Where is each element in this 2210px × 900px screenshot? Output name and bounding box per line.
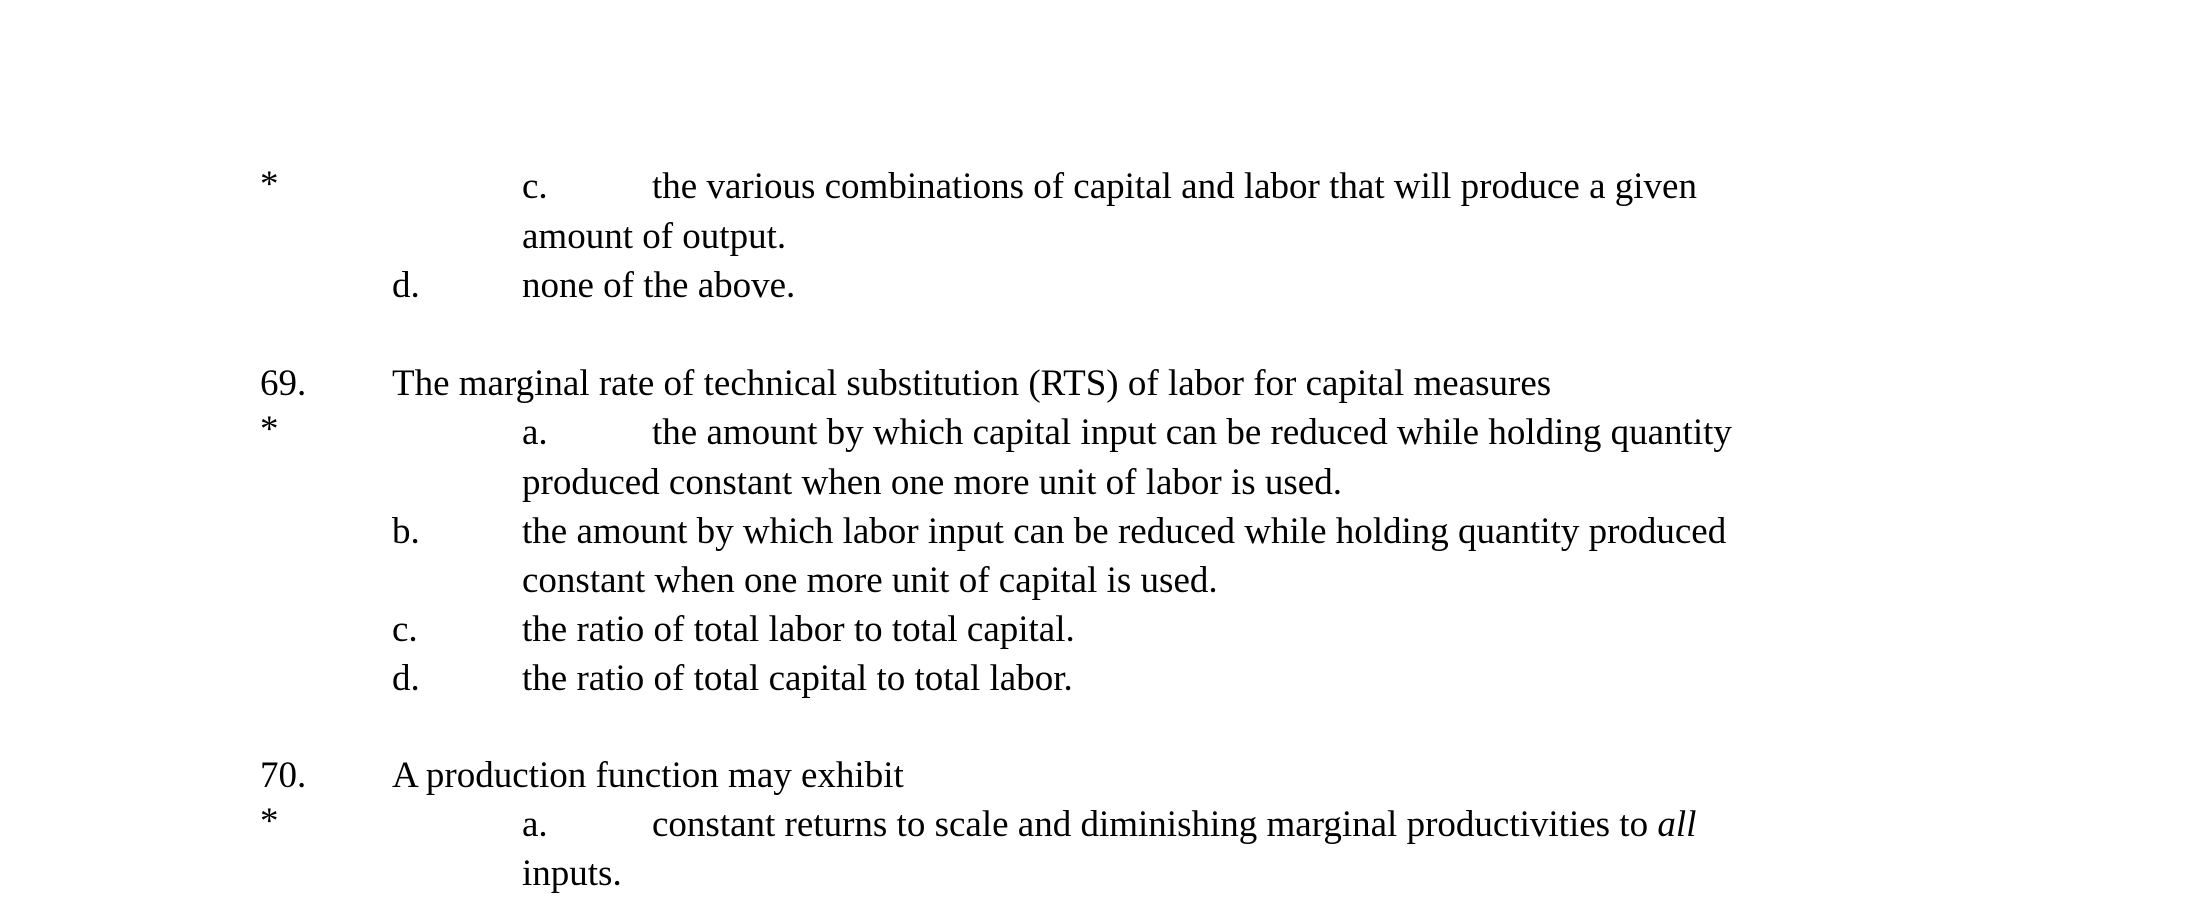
answer-marker: *	[260, 164, 279, 205]
option-text-continued: inputs.	[522, 853, 622, 894]
option-label: c.	[522, 166, 548, 207]
answer-marker: *	[260, 801, 279, 842]
option-label: d.	[392, 265, 420, 306]
option-text-continued: produced constant when one more unit of labor is used.	[522, 462, 1342, 503]
option-text-continued: constant when one more unit of capital is used.	[522, 560, 1218, 601]
option-text: the amount by which labor input can be reduced while holding quantity produced	[522, 511, 1727, 552]
option-label: d.	[392, 658, 420, 699]
option-label: a.	[522, 412, 548, 453]
option-label: c.	[392, 609, 418, 650]
question-number: 69.	[260, 363, 307, 404]
option-label: a.	[522, 804, 548, 845]
answer-marker: *	[260, 409, 279, 450]
question-stem: The marginal rate of technical substitution (RTS) of labor for capital measures	[392, 363, 1552, 404]
option-text: none of the above.	[522, 265, 796, 306]
emphasis-all: all	[1657, 804, 1697, 845]
option-text: the amount by which capital input can be reduced while holding quantity	[652, 412, 1732, 453]
question-number: 70.	[260, 755, 307, 796]
question-stem: A production function may exhibit	[392, 755, 904, 796]
option-text-main: constant returns to scale and diminishing marginal productivities to	[652, 804, 1658, 845]
option-text: the ratio of total capital to total labor.	[522, 658, 1073, 699]
option-text	[652, 806, 1696, 843]
option-label: b.	[392, 511, 420, 552]
option-text-continued: amount of output.	[522, 216, 787, 257]
option-text: the ratio of total labor to total capital.	[522, 609, 1075, 650]
option-text: the various combinations of capital and labor that will produce a given	[652, 166, 1697, 207]
